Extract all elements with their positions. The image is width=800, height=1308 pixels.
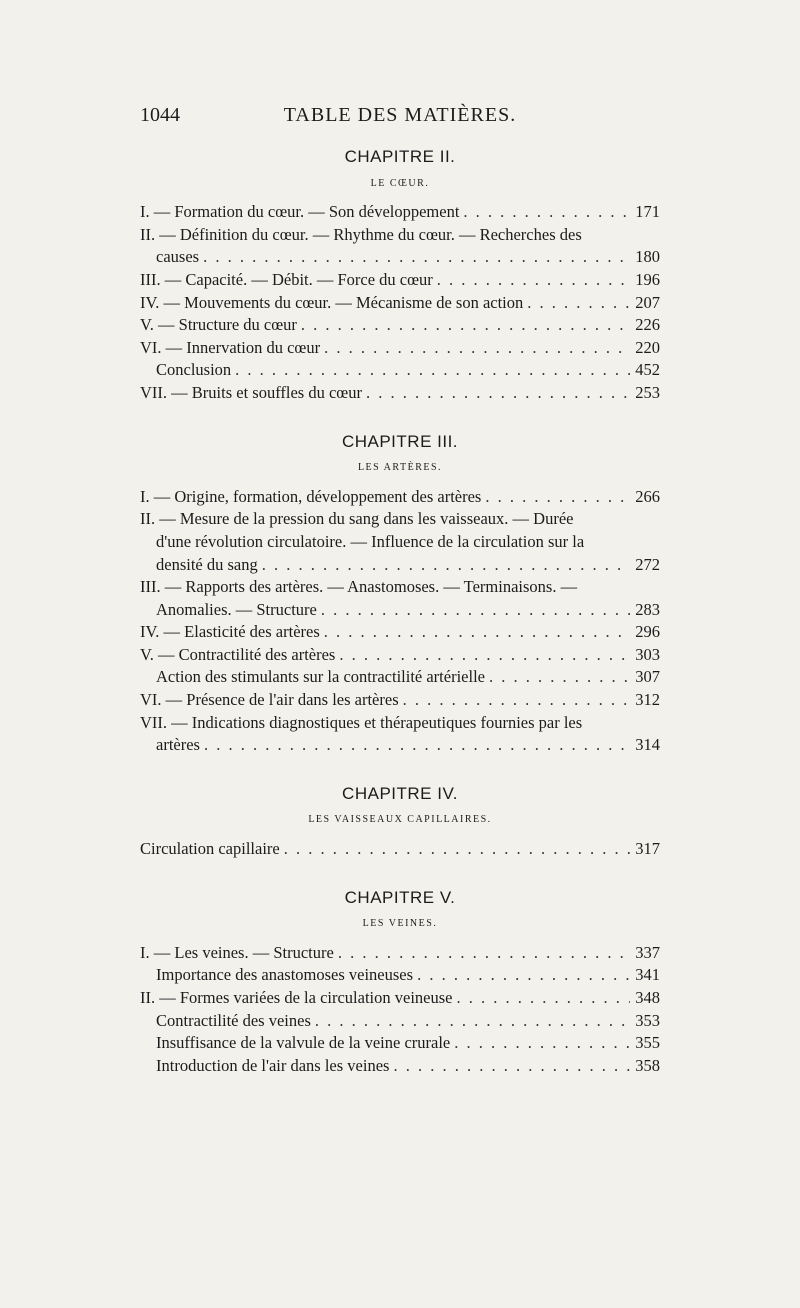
dot-leader xyxy=(262,554,630,577)
toc-entry xyxy=(140,987,660,1010)
dot-leader xyxy=(301,314,630,337)
toc-page-number: 226 xyxy=(635,315,660,335)
toc-page-number: 452 xyxy=(635,360,660,380)
toc-entry-text: VI. — Présence de l'air dans les artères xyxy=(140,690,399,710)
toc-page-number: 341 xyxy=(635,965,660,985)
toc-entry-text: Importance des anastomoses veineuses xyxy=(156,965,414,985)
dot-leader xyxy=(456,987,630,1010)
toc-entry xyxy=(140,314,660,337)
toc-page-number: 358 xyxy=(635,1055,660,1075)
toc-page-number: 296 xyxy=(635,622,660,642)
toc-entry xyxy=(140,689,660,712)
toc-entry-text: artères xyxy=(156,735,200,755)
toc-entry-text: Anomalies. — Structure xyxy=(156,599,317,619)
chapter-section xyxy=(140,783,660,861)
toc-entry-text: causes xyxy=(156,247,200,267)
toc-entry xyxy=(140,508,660,576)
toc-entry-text: Conclusion xyxy=(156,360,232,380)
dot-leader xyxy=(324,621,630,644)
chapter-subtitle: LES VAISSEAUX CAPILLAIRES. xyxy=(308,814,492,826)
chapter-subtitle: LES VEINES. xyxy=(362,918,438,930)
toc-page-number: 348 xyxy=(635,988,660,1007)
dot-leader xyxy=(485,486,630,509)
dot-leader xyxy=(393,1055,630,1078)
chapter-subtitle: LE CŒUR. xyxy=(370,177,430,189)
toc-page-number: 317 xyxy=(635,839,660,859)
dot-leader xyxy=(339,644,630,667)
toc-entry xyxy=(140,1055,660,1078)
running-title: TABLE DES MATIÈRES. xyxy=(283,104,517,126)
toc-entry-text: VII. — Bruits et souffles du cœur xyxy=(140,382,362,402)
dot-leader xyxy=(321,599,630,622)
toc-entry xyxy=(140,201,660,224)
toc-entry xyxy=(140,382,660,405)
toc-page-number: 207 xyxy=(635,292,660,312)
toc-entry-text: Introduction de l'air dans les veines xyxy=(156,1055,390,1075)
toc-entry-text: II. — Formes variées de la circulation veineuse xyxy=(140,988,453,1007)
toc-page-number: 196 xyxy=(635,269,660,289)
chapter-title: CHAPITRE IV. xyxy=(342,783,458,803)
toc-entry-text: I. — Origine, formation, développement des artères xyxy=(140,486,482,506)
toc-entry xyxy=(140,712,660,757)
dot-leader xyxy=(437,269,630,292)
dot-leader xyxy=(403,689,630,712)
toc-entry xyxy=(140,224,660,269)
toc-entry-text: VI. — Innervation du cœur xyxy=(140,337,321,357)
page-number: 1044 xyxy=(140,104,180,126)
toc-entry xyxy=(140,486,660,509)
toc-entry-text: Insuffisance de la valvule de la veine crurale xyxy=(156,1033,451,1053)
running-head xyxy=(140,104,660,134)
dot-leader xyxy=(454,1032,630,1055)
dot-leader xyxy=(324,337,630,360)
dot-leader xyxy=(338,942,630,965)
toc-page-number: 355 xyxy=(635,1033,660,1053)
chapter-section xyxy=(140,431,660,757)
toc-page-number: 314 xyxy=(635,735,660,755)
toc-page-number: 253 xyxy=(635,382,660,402)
toc-page-number: 272 xyxy=(635,554,660,574)
toc-entry xyxy=(140,838,660,861)
dot-leader xyxy=(315,1010,630,1033)
dot-leader xyxy=(203,246,630,269)
toc-entry-text: I. — Formation du cœur. — Son développement xyxy=(140,202,460,222)
toc-page-number: 312 xyxy=(635,690,660,710)
toc-entry xyxy=(140,644,660,667)
toc-entry-text: densité du sang xyxy=(156,554,258,574)
dot-leader xyxy=(284,838,630,861)
toc-entry xyxy=(140,576,660,621)
toc-entry-text: Contractilité des veines xyxy=(156,1010,311,1030)
chapter-section xyxy=(140,887,660,1078)
toc-entry xyxy=(140,359,660,382)
dot-leader xyxy=(366,382,630,405)
toc-entry xyxy=(140,964,660,987)
toc-entry-text: Action des stimulants sur la contractilité artérielle xyxy=(156,667,485,687)
chapter-title: CHAPITRE III. xyxy=(341,431,459,451)
chapter-title: CHAPITRE V. xyxy=(344,887,456,907)
toc-entry xyxy=(140,292,660,315)
toc-entry-text: III. — Capacité. — Débit. — Force du cœur xyxy=(140,269,433,289)
toc-entry-text: II. — Mesure de la pression du sang dans les vaisseaux. — Durée xyxy=(140,509,574,529)
dot-leader xyxy=(463,201,630,224)
toc-page-number: 180 xyxy=(635,247,660,267)
toc-page-number: 307 xyxy=(635,667,660,687)
toc-entry xyxy=(140,942,660,965)
toc-page-number: 353 xyxy=(635,1010,660,1030)
toc-page-number: 220 xyxy=(635,337,660,357)
chapter-title: CHAPITRE II. xyxy=(344,147,456,166)
toc-entry xyxy=(140,269,660,292)
dot-leader xyxy=(527,292,630,315)
toc-entry xyxy=(140,337,660,360)
dot-leader xyxy=(489,666,630,689)
dot-leader xyxy=(204,734,630,757)
toc-entry xyxy=(140,1032,660,1055)
toc-entry-text: VII. — Indications diagnostiques et thérapeutiques fournies par les xyxy=(140,712,583,732)
toc-entry-text: II. — Définition du cœur. — Rhythme du cœur. — Recherches des xyxy=(140,224,582,244)
toc-entry xyxy=(140,1010,660,1033)
toc-page-number: 266 xyxy=(635,486,660,506)
toc-page-number: 303 xyxy=(635,644,660,664)
toc-entry-text: d'une révolution circulatoire. — Influence de la circulation sur la xyxy=(156,531,585,551)
toc-entry-text: IV. — Mouvements du cœur. — Mécanisme de son action xyxy=(140,292,524,312)
toc-entry xyxy=(140,621,660,644)
chapter-section xyxy=(140,146,660,405)
chapter-subtitle: LES ARTÈRES. xyxy=(357,462,443,474)
toc-entry xyxy=(140,666,660,689)
toc-entry-text: Circulation capillaire xyxy=(140,839,280,859)
table-of-contents xyxy=(140,146,660,1103)
toc-page-number: 171 xyxy=(635,202,660,222)
toc-page-number: 283 xyxy=(635,599,660,619)
toc-entry-text: III. — Rapports des artères. — Anastomoses. — Terminaisons. — xyxy=(140,577,578,597)
toc-page-number: 337 xyxy=(635,942,660,962)
toc-entry-text: IV. — Elasticité des artères xyxy=(140,622,320,642)
dot-leader xyxy=(417,964,630,987)
dot-leader xyxy=(235,359,630,382)
toc-entry-text: V. — Contractilité des artères xyxy=(140,644,336,664)
toc-entry-text: V. — Structure du cœur xyxy=(140,315,297,335)
toc-entry-text: I. — Les veines. — Structure xyxy=(140,942,334,962)
